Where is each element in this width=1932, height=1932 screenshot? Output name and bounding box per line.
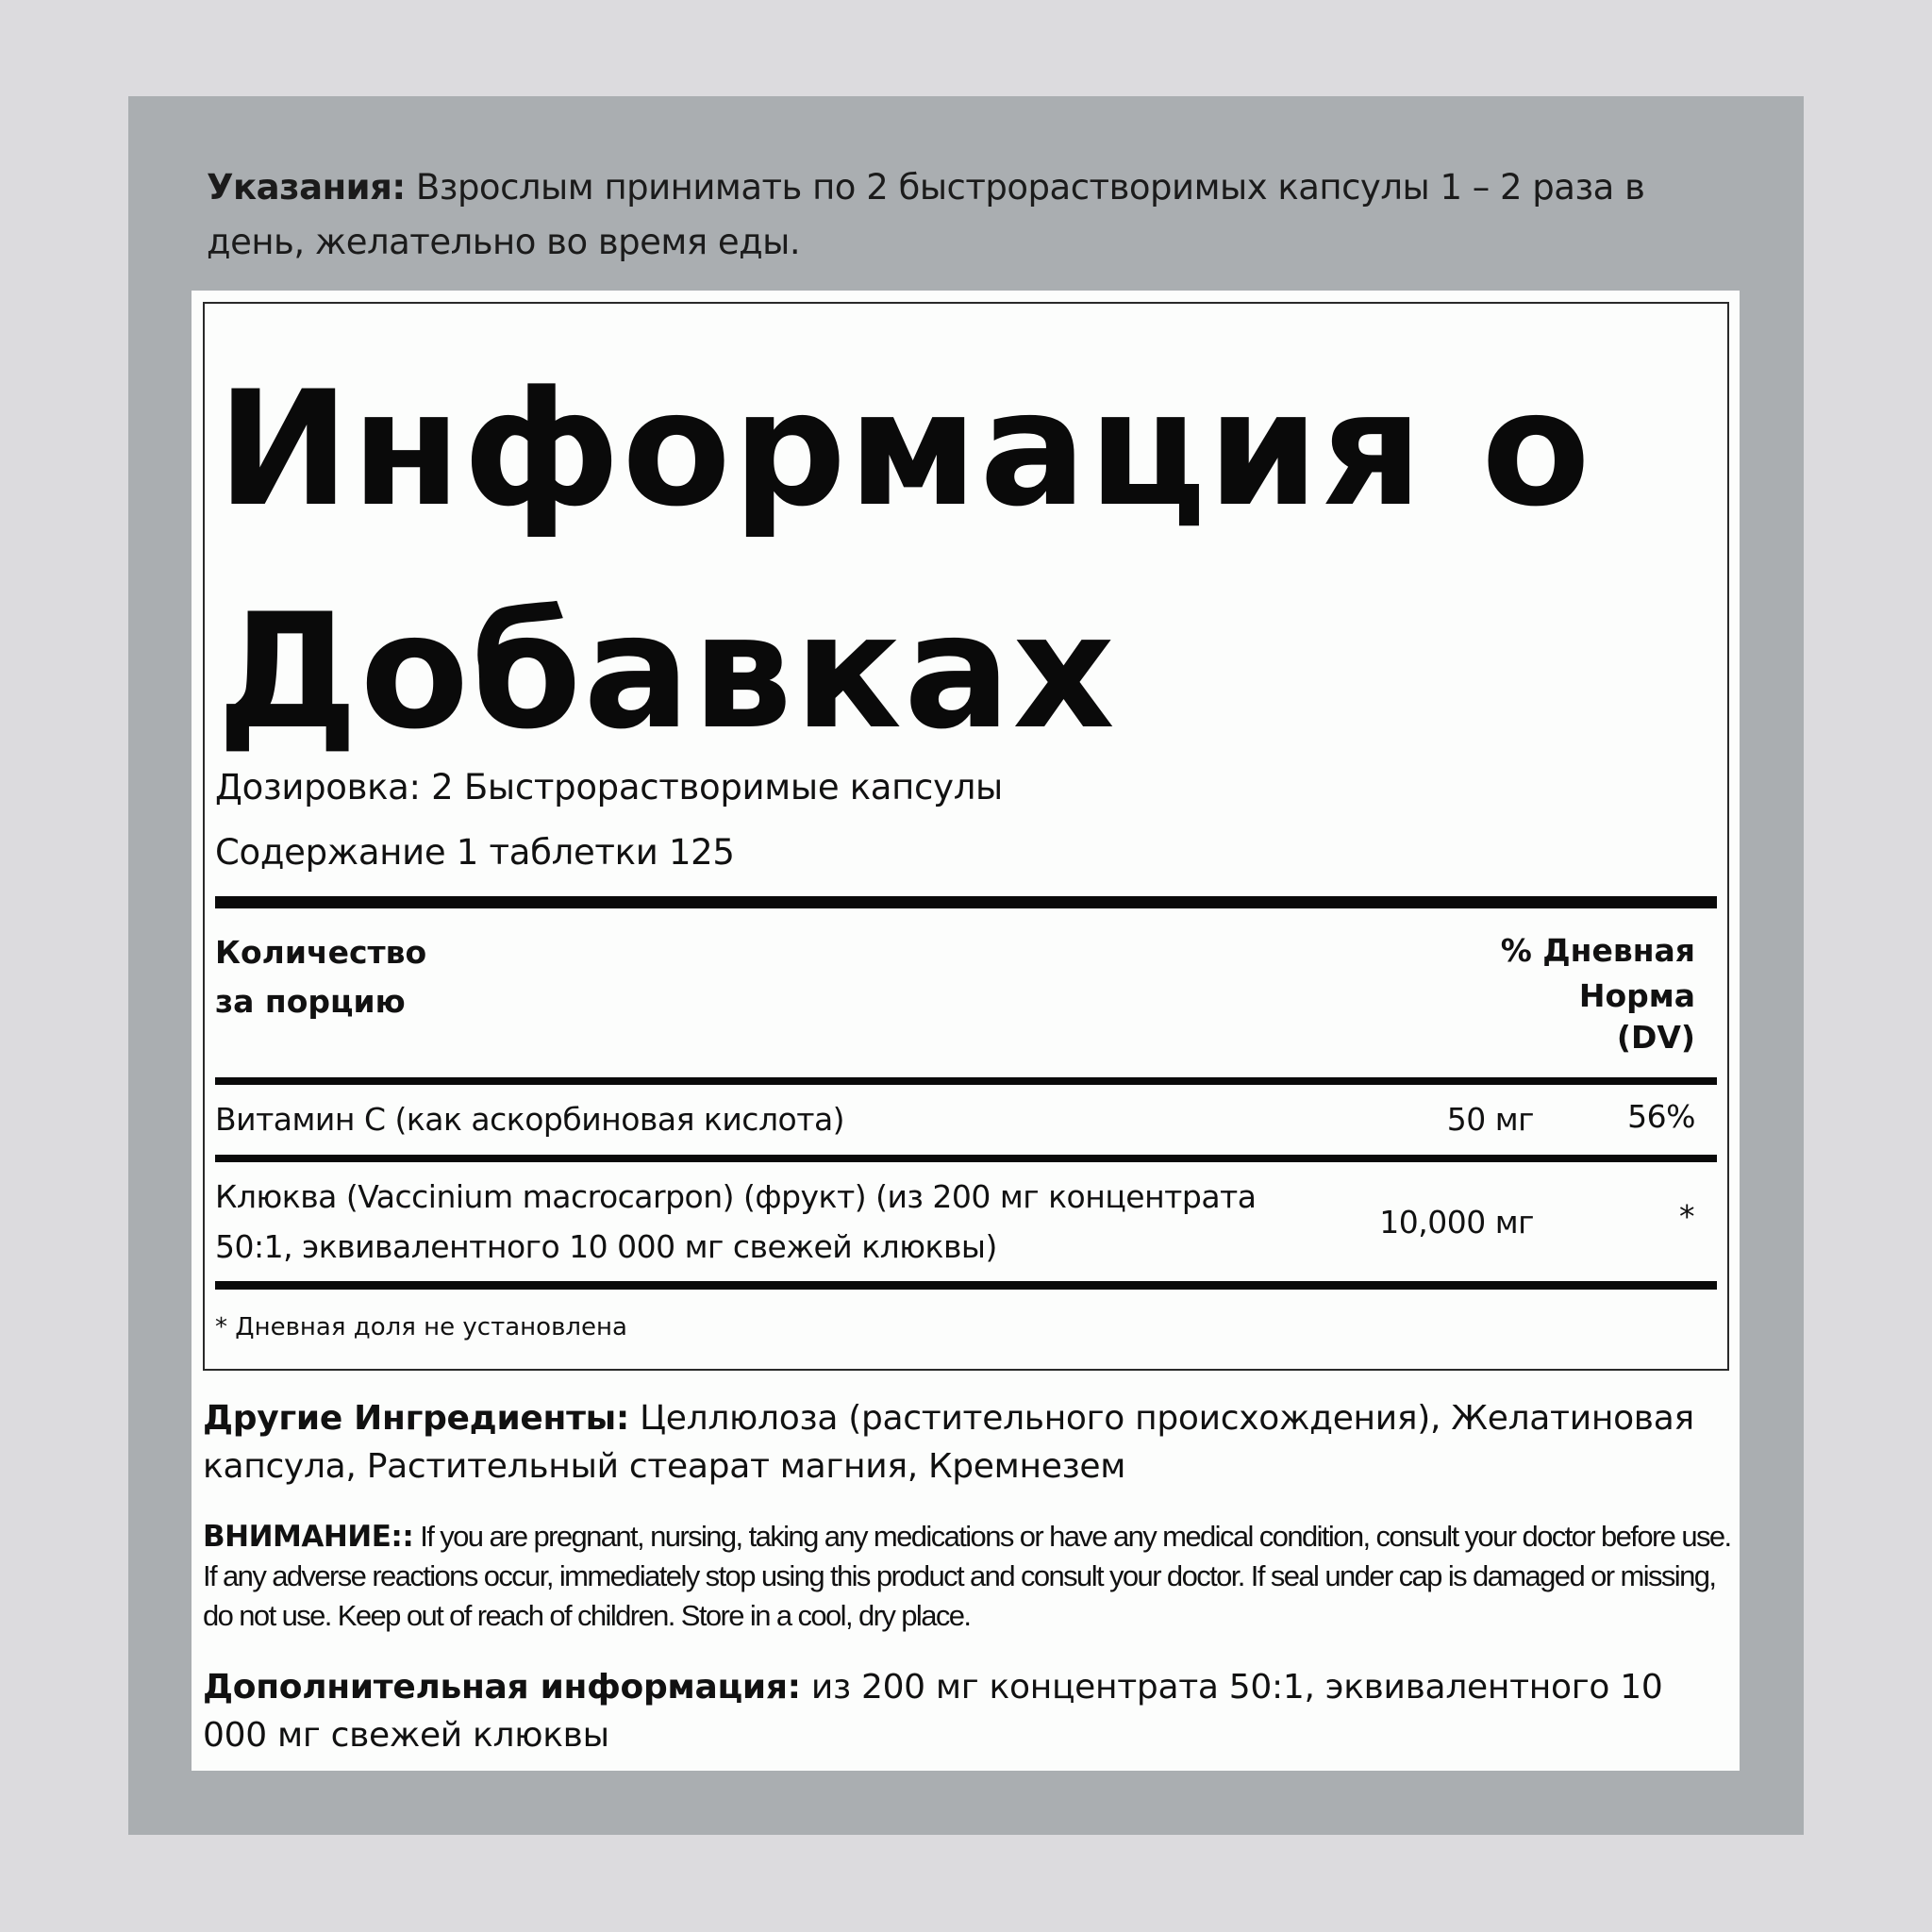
header-dv-line1: % Дневная [1500,932,1695,969]
directions-text: Взрослым принимать по 2 быстрорастворимых капсулы 1 – 2 раза в день, желательно во время еды. [207,167,1645,262]
servings-per-container: Содержание 1 таблетки 125 [215,832,735,873]
directions-label: Указания: [207,167,406,208]
divider [215,1281,1717,1290]
thick-divider [215,896,1717,908]
warning-text: If you are pregnant, nursing, taking any medications or have any medical condition, consult your doctor before use. If any adverse reactions occur, immediately stop using this product and consult your doctor. If seal under cap is damaged or missing, do not use. Keep out of reach of children. Store in a cool, dry place. [203,1520,1731,1632]
warning-label: ВНИМАНИЕ:: [203,1520,414,1554]
other-ingredients [203,1394,1731,1491]
divider [215,1155,1717,1162]
additional-info [203,1663,1731,1759]
additional-info-label: Дополнительная информация: [203,1668,801,1707]
nutrient-amount: 50 мг [1446,1101,1534,1138]
footnote: * Дневная доля не установлена [215,1313,627,1341]
directions [207,160,1716,270]
daily-value-header [1501,928,1695,1057]
title-line-2: Добавках [217,579,1117,764]
other-ingredients-text: Целлюлоза (растительного происхождения), Желатиновая капсула, Растительный стеарат магния, Кремнезем [203,1399,1694,1486]
header-dv-line2: Норма [1578,977,1695,1014]
serving-size: Дозировка: 2 Быстрорастворимые капсулы [215,767,1003,808]
nutrient-amount: 10,000 мг [1379,1204,1534,1241]
nutrient-name-line1: Клюква (Vaccinium macrocarpon) (фрукт) (из 200 мг концентрата [215,1178,1257,1215]
header-amount-line1: Количество [215,934,427,971]
nutrient-dv: 56% [1627,1098,1695,1135]
nutrient-name: Витамин C (как аскорбиновая кислота) [215,1101,845,1138]
other-ingredients-label: Другие Ингредиенты: [203,1399,629,1438]
header-amount-line2: за порцию [215,983,406,1020]
warning [203,1517,1731,1636]
header-dv-line3: (DV) [1616,1019,1695,1056]
facts-title [217,338,1592,783]
additional-info-text: из 200 мг концентрата 50:1, эквивалентного 10 000 мг свежей клюквы [203,1668,1663,1755]
amount-per-serving-header [215,928,426,1026]
nutrient-dv: * [1679,1198,1694,1235]
nutrient-name-line2: 50:1, эквивалентного 10 000 мг свежей клюквы) [215,1228,997,1265]
divider [215,1077,1717,1085]
title-line-1: Информация о [217,357,1592,541]
